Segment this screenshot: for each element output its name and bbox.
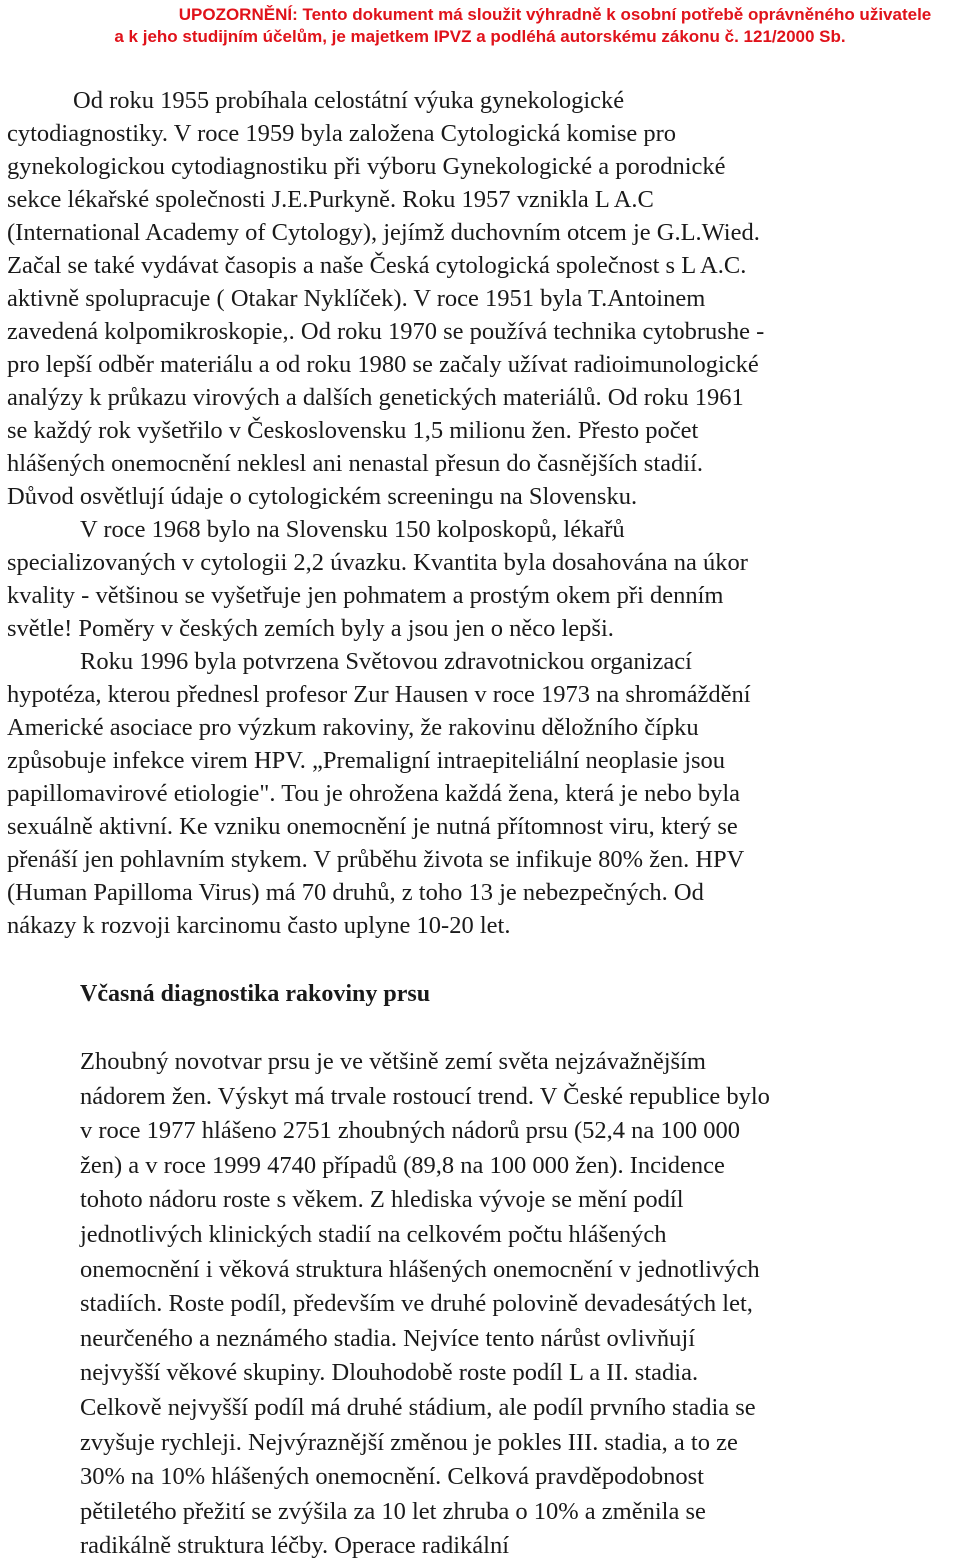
text-line: se každý rok vyšetřilo v Československu 1,5 milionu žen. Přesto počet	[7, 417, 699, 444]
text-line: světle! Poměry v českých zemích byly a jsou jen o něco lepši.	[7, 615, 614, 642]
text-line: analýzy k průkazu virových a dalších genetických materiálů. Od roku 1961	[7, 384, 744, 411]
warning-line-1: UPOZORNĚNÍ: Tento dokument má sloužit výhradně k osobní potřebě oprávněného uživatele	[178, 5, 932, 24]
text-line: sexuálně aktivní. Ke vzniku onemocnění je nutná přítomnost viru, který se	[7, 813, 738, 840]
copyright-warning	[0, 4, 960, 48]
text-line: nejvyšší věkové skupiny. Dlouhodobě roste podíl L a II. stadia.	[80, 1359, 699, 1387]
text-line: Začal se také vydávat časopis a naše Česká cytologická společnost s L A.C.	[7, 252, 747, 279]
text-line: cytodiagnostiky. V roce 1959 byla založena Cytologická komise pro	[7, 120, 677, 147]
text-line: V roce 1968 bylo na Slovensku 150 kolposkopů, lékařů	[80, 516, 625, 543]
paragraph-breast-cancer	[80, 1045, 940, 1564]
text-line: Americké asociace pro výzkum rakoviny, že rakovinu děložního čípku	[7, 714, 699, 741]
text-line: onemocnění i věková struktura hlášených onemocnění v jednotlivých	[80, 1255, 760, 1283]
text-line: (International Academy of Cytology), jejímž duchovním otcem je G.L.Wied.	[7, 219, 760, 246]
paragraph-history	[7, 84, 955, 942]
section-heading: Včasná diagnostika rakoviny prsu	[80, 981, 431, 1007]
text-line: 30% na 10% hlášených onemocnění. Celková pravděpodobnost	[80, 1463, 704, 1491]
text-line: neurčeného a neznámého stadia. Nejvíce tento nárůst ovlivňují	[80, 1324, 696, 1352]
warning-line-2: a k jeho studijním účelům, je majetkem IPVZ a podléhá autorskému zákonu č. 121/2000 Sb.	[114, 27, 846, 46]
text-line: přenáší jen pohlavním stykem. V průběhu života se infikuje 80% žen. HPV	[7, 846, 745, 873]
text-line: nádorem žen. Výskyt má trvale rostoucí trend. V České republice bylo	[80, 1082, 770, 1110]
text-line: papillomavirové etiologie". Tou je ohrožena každá žena, která je nebo byla	[7, 780, 741, 807]
text-line: způsobuje infekce virem HPV. „Premaligní intraepiteliální neoplasie jsou	[7, 747, 726, 774]
text-line: žen) a v roce 1999 4740 případů (89,8 na 100 000 žen). Incidence	[80, 1151, 725, 1179]
text-line: hlášených onemocnění neklesl ani nenastal přesun do časnějších stadií.	[7, 450, 704, 477]
text-line: aktivně spolupracuje ( Otakar Nyklíček). V roce 1951 byla T.Antoinem	[7, 285, 706, 312]
text-line: (Human Papilloma Virus) má 70 druhů, z toho 13 je nebezpečných. Od	[7, 879, 704, 906]
text-line: Od roku 1955 probíhala celostátní výuka gynekologické	[73, 87, 625, 114]
text-line: Roku 1996 byla potvrzena Světovou zdravotnickou organizací	[80, 648, 692, 675]
text-line: specializovaných v cytologii 2,2 úvazku. Kvantita byla dosahována na úkor	[7, 549, 748, 576]
text-line: radikálně struktura léčby. Operace radikální	[80, 1532, 510, 1560]
text-line: jednotlivých klinických stadií na celkovém počtu hlášených	[80, 1220, 667, 1248]
text-line: zvyšuje rychleji. Nejvýraznější změnou je pokles III. stadia, a to ze	[80, 1428, 738, 1456]
text-line: gynekologickou cytodiagnostiku při výboru Gynekologické a porodnické	[7, 153, 726, 180]
text-line: Důvod osvětlují údaje o cytologickém screeningu na Slovensku.	[7, 483, 638, 510]
text-line: tohoto nádoru roste s věkem. Z hlediska vývoje se mění podíl	[80, 1186, 684, 1214]
text-line: v roce 1977 hlášeno 2751 zhoubných nádorů prsu (52,4 na 100 000	[80, 1117, 741, 1145]
text-line: zavedená kolpomikroskopie,. Od roku 1970 se používá technika cytobrushe -	[7, 318, 765, 345]
text-line: pro lepší odběr materiálu a od roku 1980 se začaly užívat radioimunologické	[7, 351, 759, 378]
text-line: nákazy k rozvoji karcinomu často uplyne 10-20 let.	[7, 912, 511, 939]
text-line: sekce lékařské společnosti J.E.Purkyně. Roku 1957 vznikla L A.C	[7, 186, 654, 213]
text-line: pětiletého přežití se zvýšila za 10 let zhruba o 10% a změnila se	[80, 1497, 706, 1525]
text-line: stadiích. Roste podíl, především ve druhé polovině devadesátých let,	[80, 1290, 753, 1318]
text-line: kvality - většinou se vyšetřuje jen pohmatem a prostým okem při denním	[7, 582, 724, 609]
text-line: hypotéza, kterou přednesl profesor Zur Hausen v roce 1973 na shromáždění	[7, 681, 751, 708]
text-line: Zhoubný novotvar prsu je ve většině zemí světa nejzávažnějším	[80, 1048, 706, 1075]
text-line: Celkově nejvyšší podíl má druhé stádium, ale podíl prvního stadia se	[80, 1393, 756, 1421]
